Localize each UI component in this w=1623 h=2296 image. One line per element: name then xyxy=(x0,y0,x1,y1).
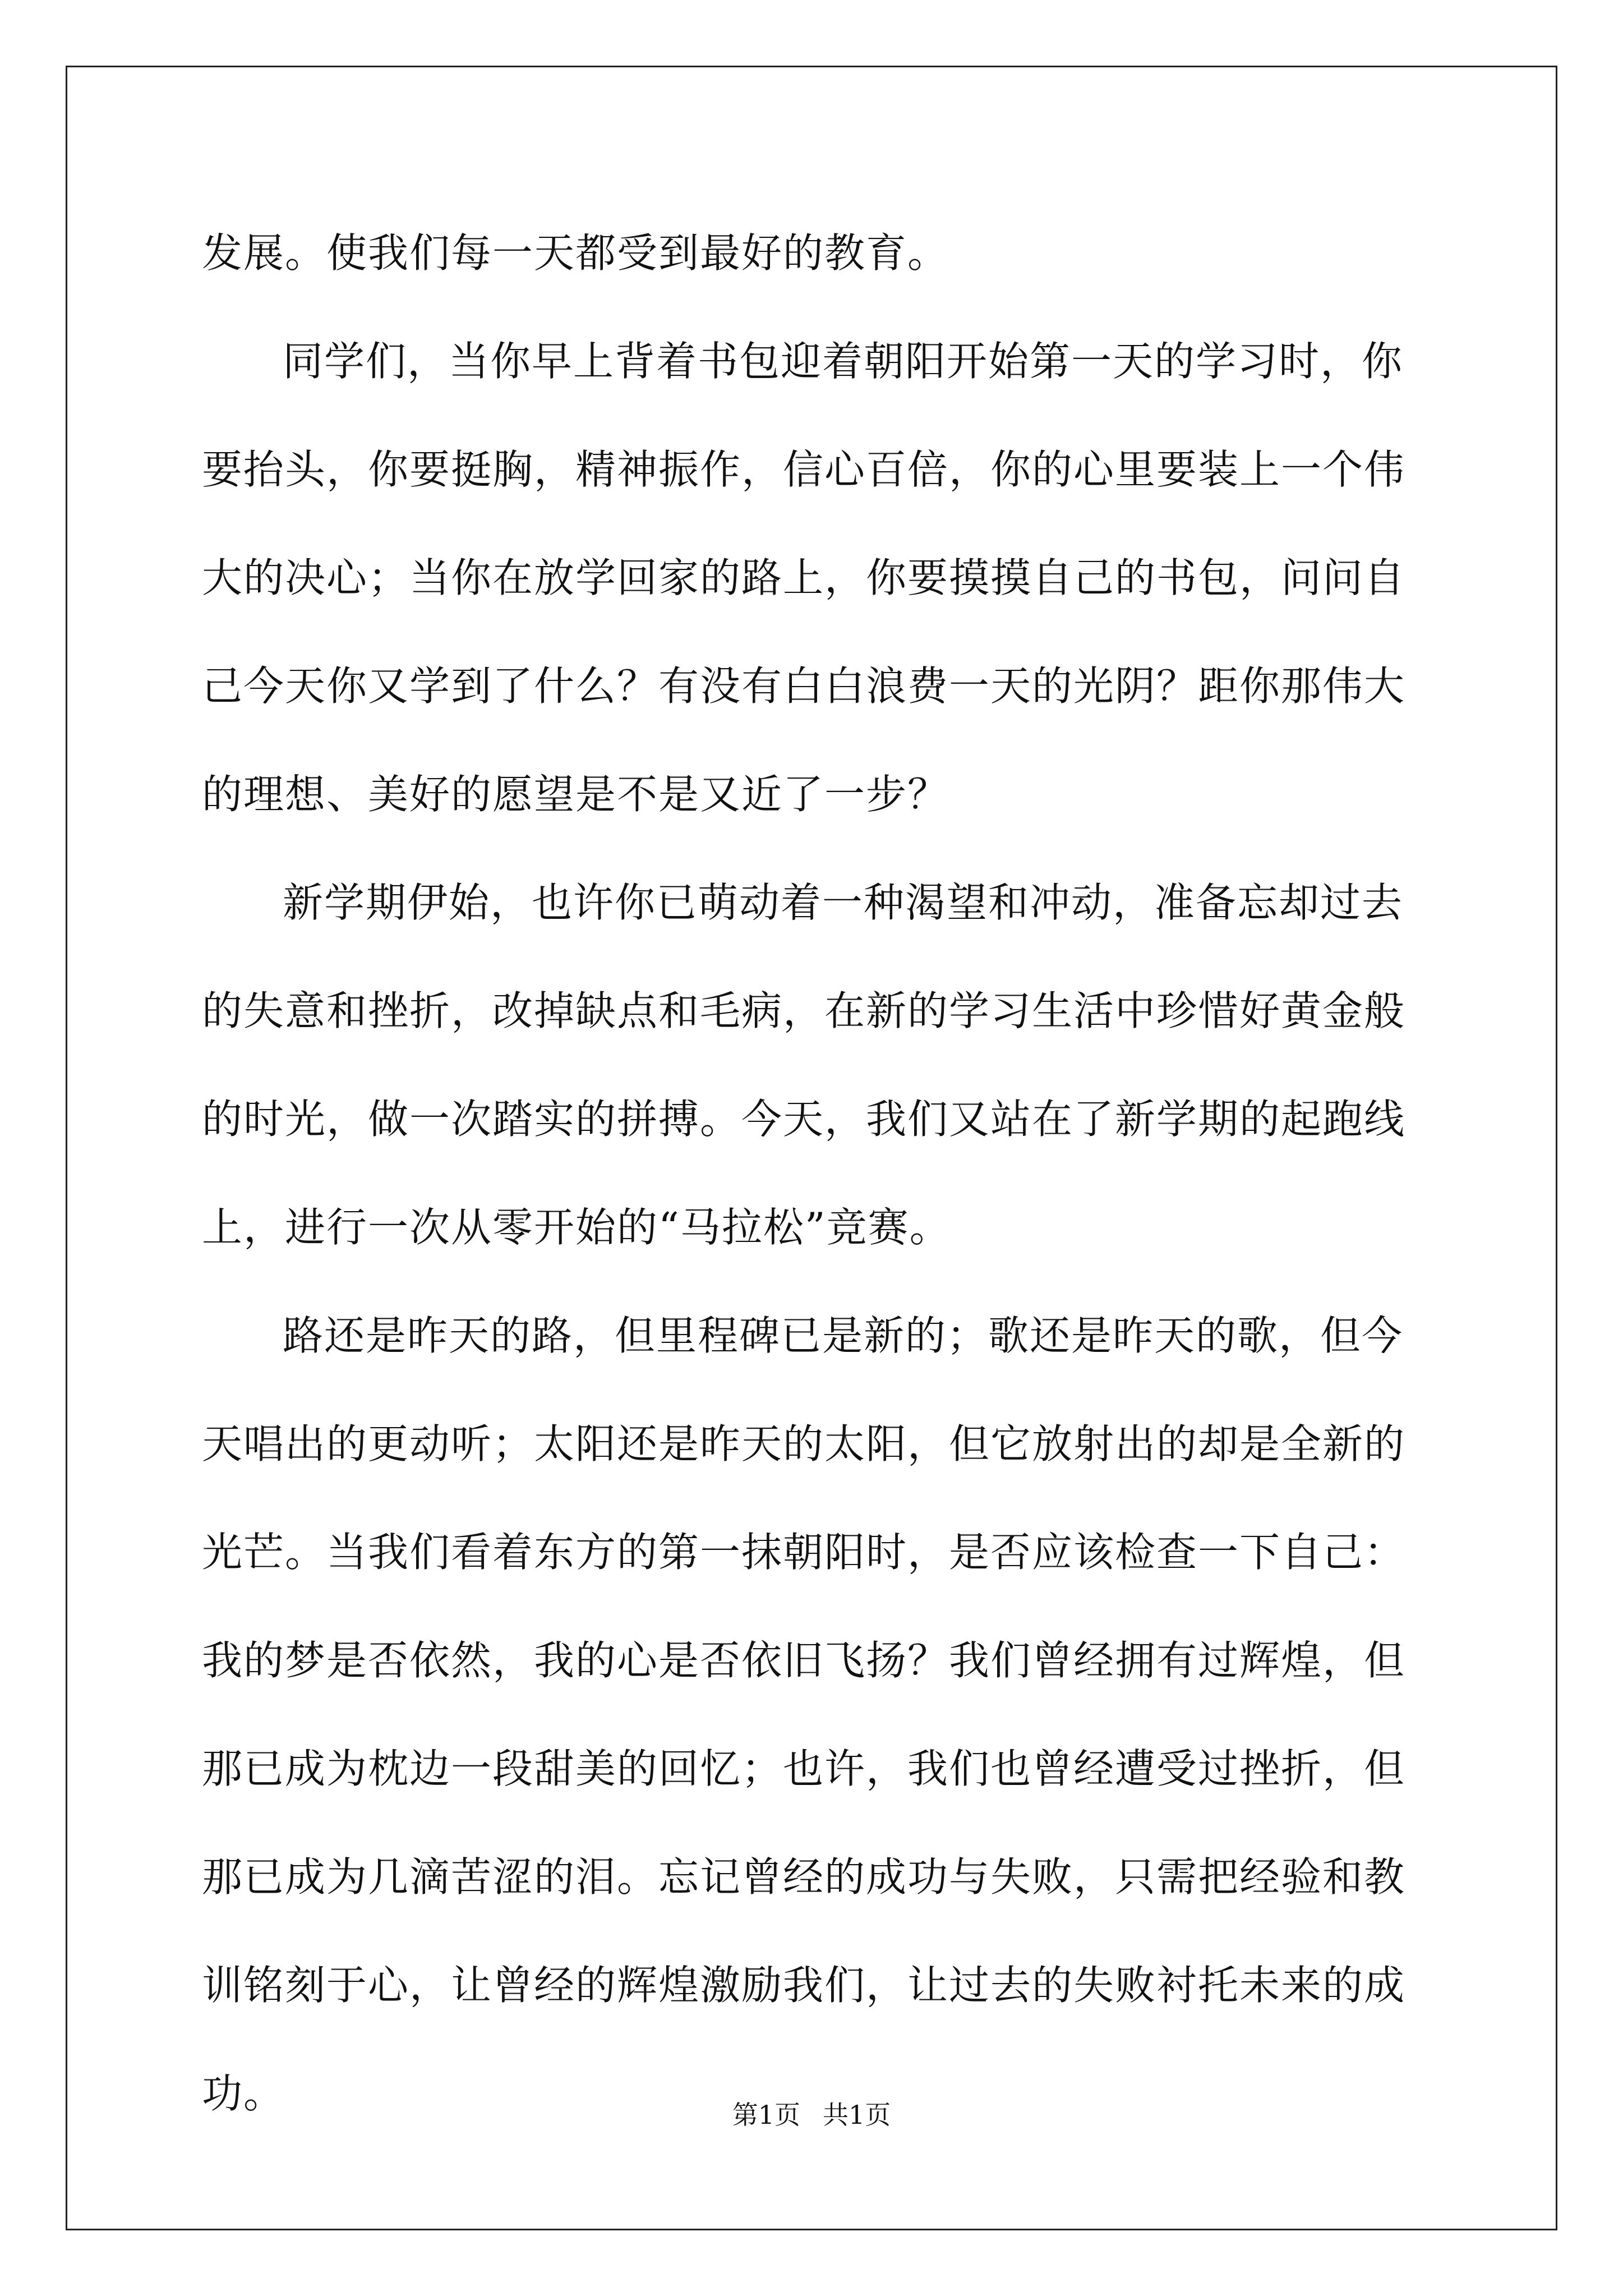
paragraph-2-line-4: 你又学到了什么？有没有白白浪费一天的光阴？距你那伟大的理想、 xyxy=(202,662,1406,818)
paragraph-4-line-5: 边一段甜美的回忆；也许，我们也曾经遭受过挫折，但那已成为几滴 xyxy=(202,1745,1406,1901)
paragraph-4-line-3: 当我们看着东方的第一抹朝阳时，是否应该检查一下自己：我的梦是 xyxy=(202,1529,1406,1684)
paragraph-3-line-1: 新学期伊始，也许你已萌动着一种渴望和冲动，准备忘却过去的 xyxy=(202,879,1404,1034)
paragraph-3 xyxy=(202,849,1430,1282)
paragraph-2-line-1: 同学们，当你早上背着书包迎着朝阳开始第一天的学习时，你要 xyxy=(202,338,1404,493)
document-body xyxy=(202,199,1430,2148)
paragraph-2-line-5: 美好的愿望是不是又近了一步？ xyxy=(368,771,949,818)
page-number: 第1页 xyxy=(732,2100,800,2130)
paragraph-4-line-4: 否依然，我的心是否依旧飞扬？我们曾经拥有过辉煌，但那已成为枕 xyxy=(202,1637,1406,1792)
paragraph-4 xyxy=(202,1282,1430,2148)
paragraph-4-line-1: 路还是昨天的路，但里程碑已是新的；歌还是昨天的歌，但今天 xyxy=(202,1312,1404,1467)
paragraph-3-line-3: 光，做一次踏实的拼搏。今天，我们又站在了新学期的起跑线上，进 xyxy=(202,1096,1406,1251)
paragraph-1 xyxy=(202,199,1430,307)
paragraph-4-line-6: 苦涩的泪。忘记曾经的成功与失败，只需把经验和教训铭刻于心，让 xyxy=(202,1853,1406,2009)
paragraph-4-line-7: 曾经的辉煌激励我们，让过去的失败衬托未来的成功。 xyxy=(202,1962,1406,2117)
paragraph-2 xyxy=(202,307,1430,849)
paragraph-3-line-2: 失意和挫折，改掉缺点和毛病，在新的学习生活中珍惜好黄金般的时 xyxy=(202,987,1406,1143)
page-total: 共1页 xyxy=(823,2100,891,2130)
paragraph-3-line-4: 行一次从零开始的“马拉松”竞赛。 xyxy=(326,1204,951,1251)
paragraph-1-line-1: 发展。使我们每一天都受到最好的教育。 xyxy=(202,229,949,277)
paragraph-4-line-2: 唱出的更动听；太阳还是昨天的太阳，但它放射出的却是全新的光芒。 xyxy=(202,1420,1406,1576)
paragraph-2-line-3: 决心；当你在放学回家的路上，你要摸摸自己的书包，问问自己今天 xyxy=(202,554,1406,710)
page-footer xyxy=(0,2098,1623,2132)
paragraph-2-line-2: 抬头，你要挺胸，精神振作，信心百倍，你的心里要装上一个伟大的 xyxy=(202,446,1406,601)
